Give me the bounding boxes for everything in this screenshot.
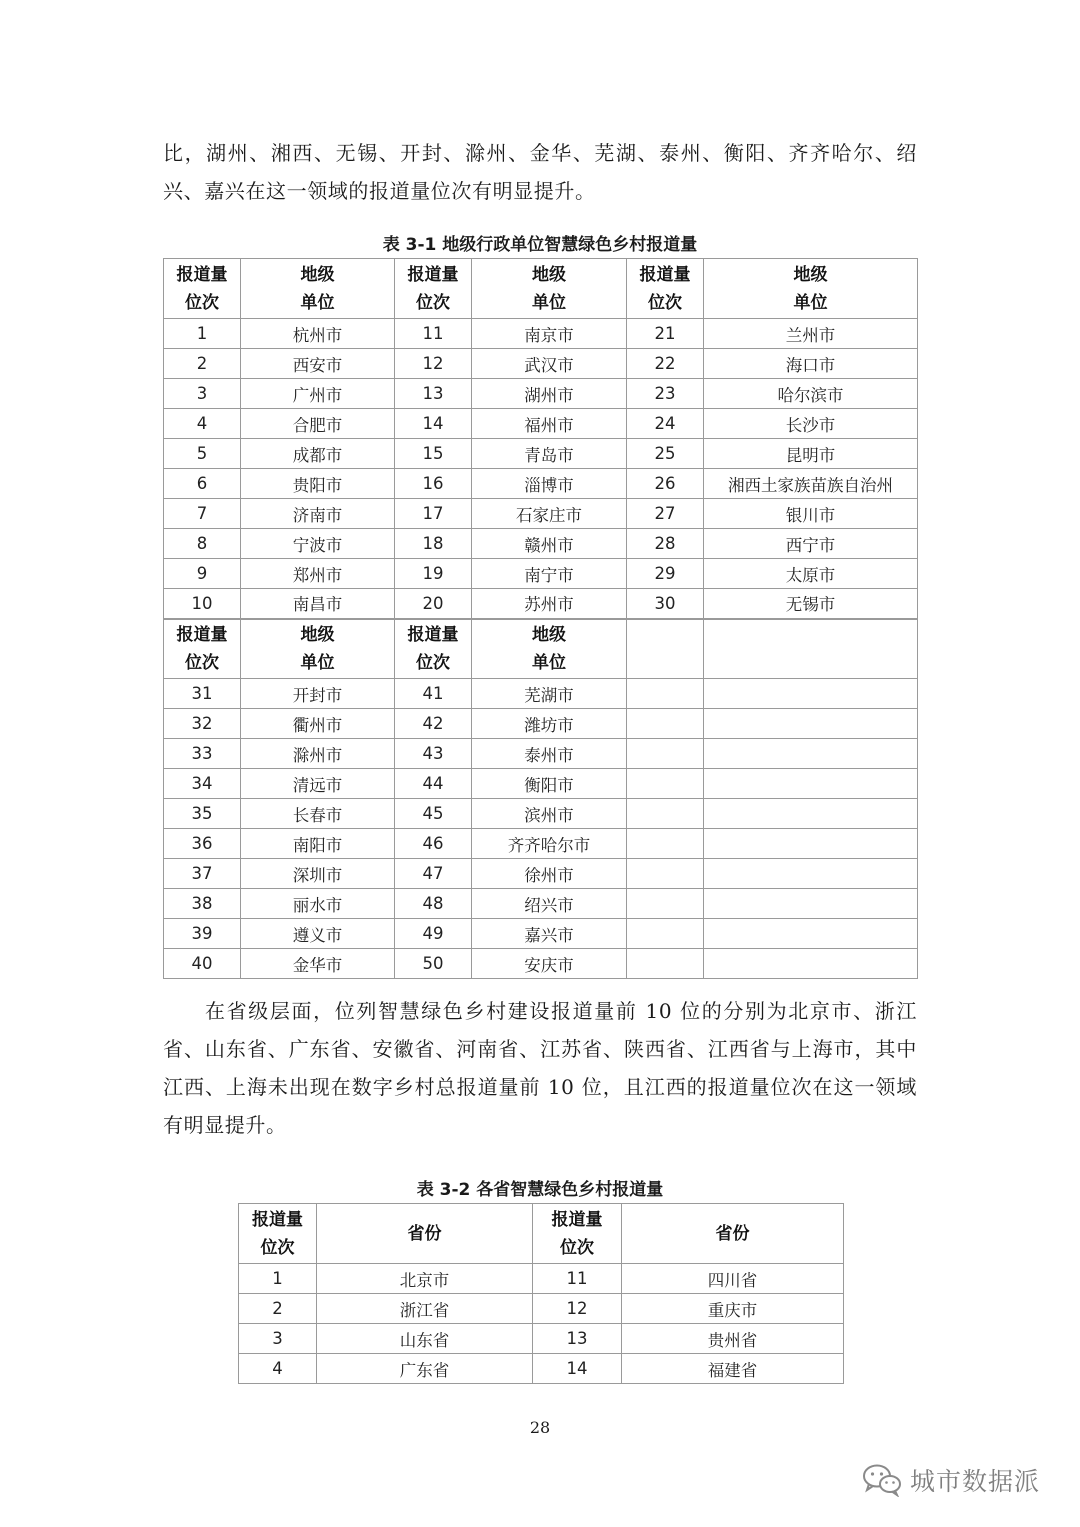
name-cell: 遵义市: [241, 919, 395, 949]
table-row: [164, 799, 918, 829]
rank-cell: 31: [164, 679, 241, 709]
table-row: [164, 679, 918, 709]
name-cell: 湘西土家族苗族自治州: [704, 469, 918, 499]
rank-cell: 5: [164, 439, 241, 469]
name-cell: [704, 709, 918, 739]
table-row: [164, 439, 918, 469]
rank-cell: 44: [395, 769, 472, 799]
rank-cell: [627, 859, 704, 889]
unit-header: 地级 单位: [704, 259, 918, 319]
rank-cell: 37: [164, 859, 241, 889]
prefecture-report-table: [163, 258, 918, 979]
page-number: 28: [529, 1418, 551, 1437]
name-cell: 济南市: [241, 499, 395, 529]
table-row: [164, 919, 918, 949]
name-cell: 芜湖市: [472, 679, 627, 709]
name-cell: [704, 949, 918, 979]
rank-cell: 26: [627, 469, 704, 499]
name-cell: 郑州市: [241, 559, 395, 589]
rank-cell: 1: [164, 319, 241, 349]
table-row: [239, 1324, 844, 1354]
table-row: [164, 349, 918, 379]
rank-cell: [627, 679, 704, 709]
rank-cell: 28: [627, 529, 704, 559]
rank-cell: 2: [239, 1294, 317, 1324]
rank-cell: 11: [533, 1264, 622, 1294]
unit-header: 地级 单位: [241, 259, 395, 319]
name-cell: [704, 769, 918, 799]
table-row: [164, 409, 918, 439]
rank-cell: 4: [239, 1354, 317, 1384]
name-cell: 嘉兴市: [472, 919, 627, 949]
rank-cell: 2: [164, 349, 241, 379]
rank-cell: [627, 799, 704, 829]
rank-cell: 18: [395, 529, 472, 559]
rank-cell: 38: [164, 889, 241, 919]
name-cell: [704, 919, 918, 949]
name-cell: 福建省: [622, 1354, 844, 1384]
name-cell: 宁波市: [241, 529, 395, 559]
name-cell: 安庆市: [472, 949, 627, 979]
name-cell: 湖州市: [472, 379, 627, 409]
name-cell: 四川省: [622, 1264, 844, 1294]
name-cell: 滁州市: [241, 739, 395, 769]
table-row: [164, 319, 918, 349]
rank-cell: 1: [239, 1264, 317, 1294]
rank-cell: 12: [533, 1294, 622, 1324]
table-header-row: [164, 259, 918, 319]
rank-cell: 24: [627, 409, 704, 439]
rank-cell: 42: [395, 709, 472, 739]
table-row: [164, 739, 918, 769]
rank-cell: 23: [627, 379, 704, 409]
rank-cell: 39: [164, 919, 241, 949]
rank-cell: 36: [164, 829, 241, 859]
name-cell: [704, 739, 918, 769]
rank-cell: 15: [395, 439, 472, 469]
rank-cell: [627, 949, 704, 979]
rank-cell: 43: [395, 739, 472, 769]
intro-paragraph: 比，湖州、湘西、无锡、开封、滁州、金华、芜湖、泰州、衡阳、齐齐哈尔、绍兴、嘉兴在这一领域的报道量位次有明显提升。: [163, 141, 917, 203]
rank-cell: 12: [395, 349, 472, 379]
rank-cell: 19: [395, 559, 472, 589]
rank-cell: 22: [627, 349, 704, 379]
rank-cell: 25: [627, 439, 704, 469]
name-cell: [704, 859, 918, 889]
name-cell: 北京市: [317, 1264, 533, 1294]
table-row: [164, 529, 918, 559]
name-cell: 赣州市: [472, 529, 627, 559]
name-cell: 泰州市: [472, 739, 627, 769]
rank-cell: 3: [164, 379, 241, 409]
empty-header-cell: [627, 619, 704, 679]
name-cell: 南宁市: [472, 559, 627, 589]
name-cell: 开封市: [241, 679, 395, 709]
rank-cell: 33: [164, 739, 241, 769]
rank-cell: 46: [395, 829, 472, 859]
name-cell: 滨州市: [472, 799, 627, 829]
name-cell: 清远市: [241, 769, 395, 799]
name-cell: 银川市: [704, 499, 918, 529]
rank-cell: [627, 739, 704, 769]
rank-cell: 11: [395, 319, 472, 349]
name-cell: 杭州市: [241, 319, 395, 349]
table-row: [164, 889, 918, 919]
table-row: [164, 469, 918, 499]
name-cell: 成都市: [241, 439, 395, 469]
name-cell: 哈尔滨市: [704, 379, 918, 409]
rank-cell: 29: [627, 559, 704, 589]
rank-cell: [627, 889, 704, 919]
name-cell: 长沙市: [704, 409, 918, 439]
table-row: [239, 1354, 844, 1384]
name-cell: 山东省: [317, 1324, 533, 1354]
name-cell: 衢州市: [241, 709, 395, 739]
name-cell: 长春市: [241, 799, 395, 829]
name-cell: 兰州市: [704, 319, 918, 349]
name-cell: 广州市: [241, 379, 395, 409]
rank-cell: 45: [395, 799, 472, 829]
name-cell: 南京市: [472, 319, 627, 349]
name-cell: 金华市: [241, 949, 395, 979]
name-cell: [704, 679, 918, 709]
name-cell: 南阳市: [241, 829, 395, 859]
name-cell: [704, 889, 918, 919]
rank-cell: 35: [164, 799, 241, 829]
rank-cell: [627, 769, 704, 799]
name-cell: 绍兴市: [472, 889, 627, 919]
table-header-row: [164, 619, 918, 679]
name-cell: 贵阳市: [241, 469, 395, 499]
name-cell: 西宁市: [704, 529, 918, 559]
unit-header: 地级 单位: [241, 619, 395, 679]
rank-cell: 32: [164, 709, 241, 739]
table-row: [239, 1294, 844, 1324]
rank-cell: [627, 919, 704, 949]
name-cell: [704, 829, 918, 859]
table-row: [164, 589, 918, 619]
rank-cell: 16: [395, 469, 472, 499]
rank-cell: 14: [533, 1354, 622, 1384]
watermark-text: 城市数据派: [910, 1467, 1041, 1496]
rank-cell: 21: [627, 319, 704, 349]
table-row: [164, 499, 918, 529]
rank-cell: 6: [164, 469, 241, 499]
rank-cell: 4: [164, 409, 241, 439]
rank-header: 报道量 位次: [164, 619, 241, 679]
rank-header: 报道量 位次: [533, 1204, 622, 1264]
rank-cell: 41: [395, 679, 472, 709]
table-row: [164, 379, 918, 409]
unit-header: 地级 单位: [472, 259, 627, 319]
name-cell: 苏州市: [472, 589, 627, 619]
table-row: [164, 949, 918, 979]
rank-cell: 14: [395, 409, 472, 439]
province-header: 省份: [317, 1204, 533, 1264]
wechat-icon: [862, 1463, 902, 1497]
table-row: [239, 1264, 844, 1294]
name-cell: 石家庄市: [472, 499, 627, 529]
table-row: [164, 559, 918, 589]
name-cell: 合肥市: [241, 409, 395, 439]
name-cell: 深圳市: [241, 859, 395, 889]
unit-header: 地级 单位: [472, 619, 627, 679]
table1-caption: 表 3-1 地级行政单位智慧绿色乡村报道量: [382, 235, 698, 255]
name-cell: 徐州市: [472, 859, 627, 889]
name-cell: 重庆市: [622, 1294, 844, 1324]
name-cell: 青岛市: [472, 439, 627, 469]
name-cell: 海口市: [704, 349, 918, 379]
table-header-row: [239, 1204, 844, 1264]
rank-cell: 7: [164, 499, 241, 529]
name-cell: 广东省: [317, 1354, 533, 1384]
watermark: [862, 1460, 1040, 1500]
name-cell: 齐齐哈尔市: [472, 829, 627, 859]
rank-cell: 50: [395, 949, 472, 979]
rank-cell: 9: [164, 559, 241, 589]
rank-cell: 40: [164, 949, 241, 979]
table-row: [164, 829, 918, 859]
name-cell: 浙江省: [317, 1294, 533, 1324]
province-header: 省份: [622, 1204, 844, 1264]
name-cell: 无锡市: [704, 589, 918, 619]
name-cell: 潍坊市: [472, 709, 627, 739]
table-row: [164, 859, 918, 889]
rank-cell: [627, 709, 704, 739]
rank-cell: 49: [395, 919, 472, 949]
name-cell: 太原市: [704, 559, 918, 589]
table-row: [164, 769, 918, 799]
rank-cell: 17: [395, 499, 472, 529]
rank-cell: [627, 829, 704, 859]
rank-cell: 3: [239, 1324, 317, 1354]
rank-header: 报道量 位次: [395, 619, 472, 679]
rank-cell: 13: [395, 379, 472, 409]
name-cell: 淄博市: [472, 469, 627, 499]
name-cell: 衡阳市: [472, 769, 627, 799]
name-cell: 贵州省: [622, 1324, 844, 1354]
rank-header: 报道量 位次: [395, 259, 472, 319]
province-report-table: [238, 1203, 844, 1384]
rank-cell: 30: [627, 589, 704, 619]
name-cell: 昆明市: [704, 439, 918, 469]
rank-header: 报道量 位次: [164, 259, 241, 319]
rank-cell: 27: [627, 499, 704, 529]
table2-caption: 表 3-2 各省智慧绿色乡村报道量: [416, 1180, 664, 1200]
rank-cell: 8: [164, 529, 241, 559]
name-cell: 南昌市: [241, 589, 395, 619]
rank-header: 报道量 位次: [627, 259, 704, 319]
province-paragraph: 在省级层面，位列智慧绿色乡村建设报道量前 10 位的分别为北京市、浙江省、山东省、广东省、安徽省、河南省、江苏省、陕西省、江西省与上海市，其中江西、上海未出现在数字乡村总报道量前 10 位，且江西的报道量位次在这一领域有明显提升。: [163, 999, 917, 1137]
rank-cell: 13: [533, 1324, 622, 1354]
name-cell: 西安市: [241, 349, 395, 379]
name-cell: 丽水市: [241, 889, 395, 919]
name-cell: 福州市: [472, 409, 627, 439]
rank-cell: 48: [395, 889, 472, 919]
empty-header-cell: [704, 619, 918, 679]
name-cell: [704, 799, 918, 829]
table-row: [164, 709, 918, 739]
rank-cell: 47: [395, 859, 472, 889]
rank-header: 报道量 位次: [239, 1204, 317, 1264]
rank-cell: 34: [164, 769, 241, 799]
rank-cell: 10: [164, 589, 241, 619]
rank-cell: 20: [395, 589, 472, 619]
name-cell: 武汉市: [472, 349, 627, 379]
